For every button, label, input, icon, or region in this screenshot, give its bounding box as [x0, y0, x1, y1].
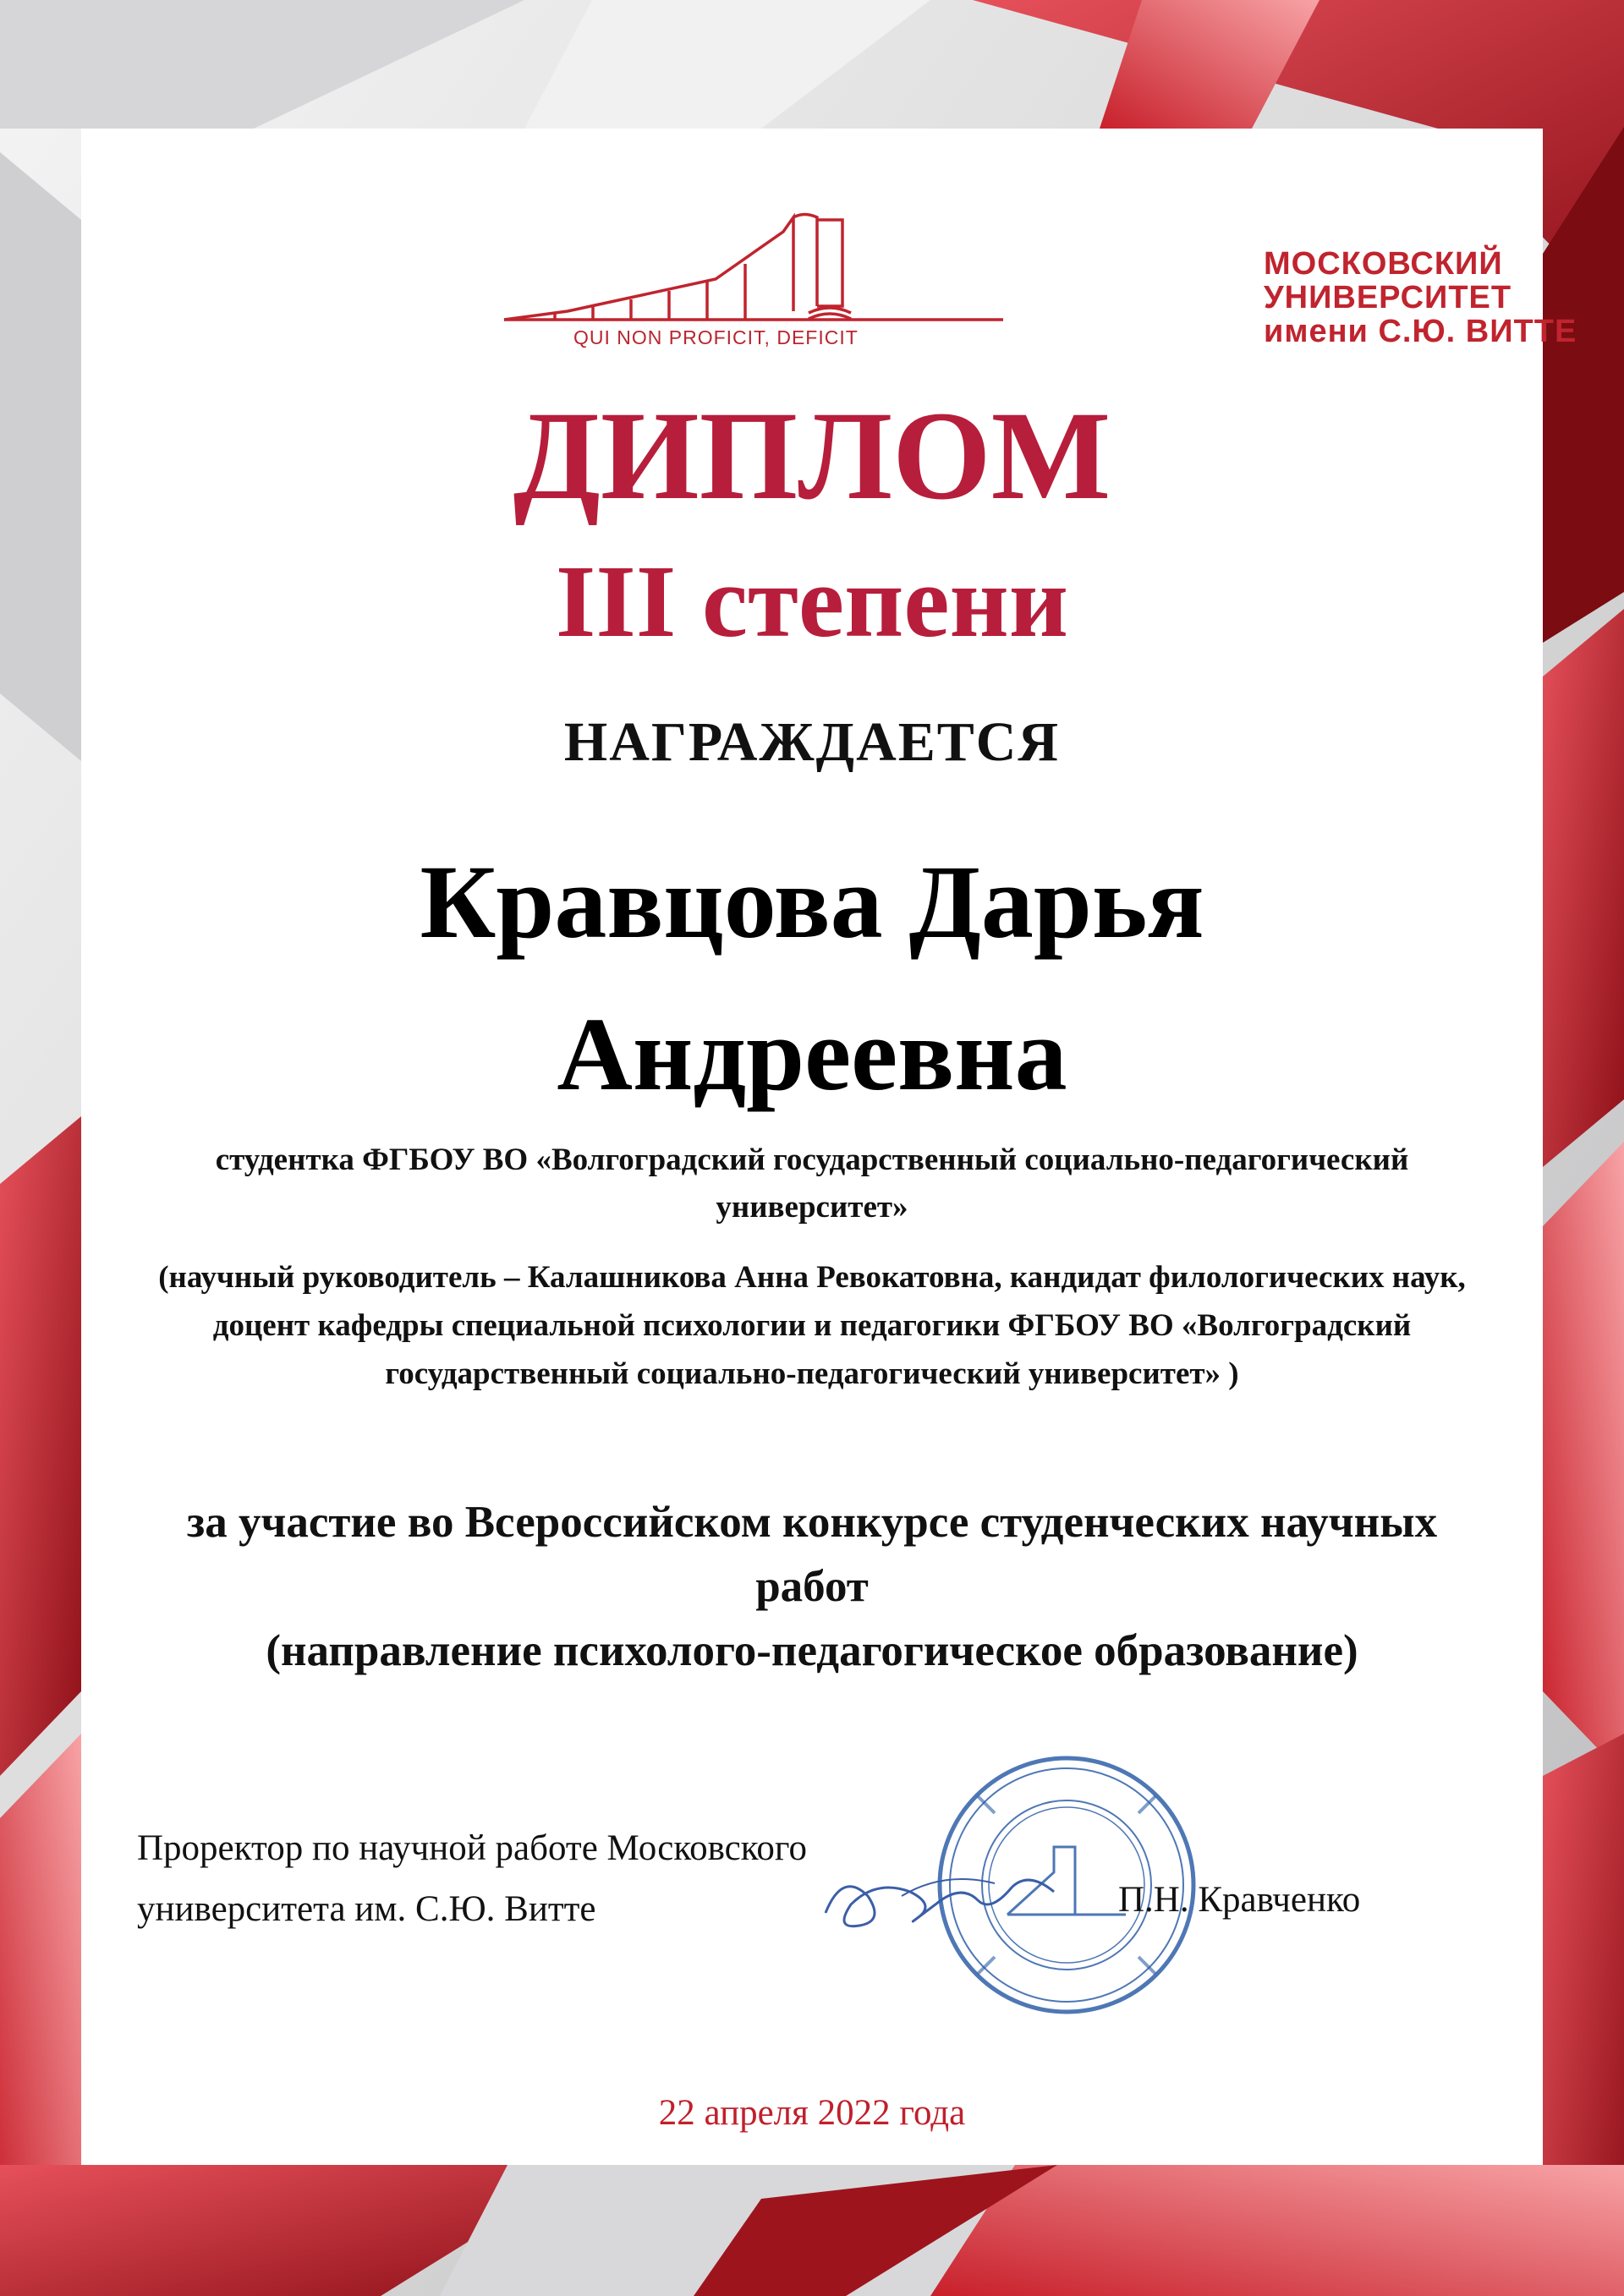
signer-name: П.Н. Кравченко: [1118, 1880, 1361, 1920]
logo-line-2: УНИВЕРСИТЕТ: [1264, 280, 1512, 315]
recipient-name-line-2: Андреевна: [557, 996, 1067, 1112]
diploma-sheet: [81, 129, 1577, 2165]
logo-motto: QUI NON PROFICIT, DEFICIT: [573, 326, 859, 348]
signer-position-line-2: университета им. С.Ю. Витте: [137, 1889, 596, 1929]
advisor-info: [81, 1253, 1543, 1398]
recipient-name-line-1: Кравцова Дарья: [420, 844, 1204, 960]
award-reason: [81, 1490, 1543, 1683]
student-info-text: студентка ФГБОУ ВО «Волгоградский государственный социально-педагогический университет»: [215, 1143, 1409, 1225]
university-logo: [496, 171, 1577, 349]
diploma-title: ДИПЛОМ: [513, 386, 1111, 526]
award-reason-line-1: за участие во Всероссийском конкурсе студенческих научных работ: [186, 1498, 1438, 1611]
bridge-book-emblem: [496, 171, 1003, 332]
award-date: 22 апреля 2022 года: [658, 2093, 966, 2133]
award-reason-line-2: (направление психолого-педагогическое образование): [266, 1626, 1358, 1675]
signer-position: [137, 1818, 807, 1940]
awarded-label: НАГРАЖДАЕТСЯ: [563, 711, 1061, 773]
logo-line-3: имени С.Ю. ВИТТЕ: [1264, 314, 1577, 349]
logo-line-1: МОСКОВСКИЙ: [1264, 246, 1503, 282]
signer-position-line-1: Проректор по научной работе Московского: [137, 1828, 807, 1868]
student-info: [81, 1137, 1543, 1231]
advisor-info-text: (научный руководитель – Калашникова Анна Ревокатовна, кандидат филологических наук, доцент кафедры специальной психологии и педагогики ФГБОУ ВО «Волгоградский государственный социально-педагогический университет» ): [158, 1260, 1466, 1391]
diploma-degree: III степени: [555, 545, 1069, 659]
logo-university-name: [1264, 247, 1577, 348]
